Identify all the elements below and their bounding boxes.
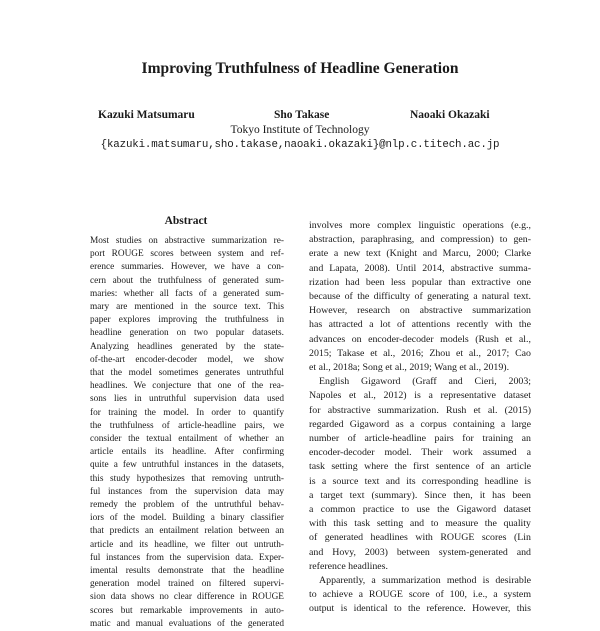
body-line: encoder-decoder model. Their work assumed a — [309, 447, 531, 459]
abstract-line: headline generation on two popular datasets. — [90, 328, 284, 339]
body-line: abstraction, paraphrasing, and compression) to gen- — [309, 234, 531, 246]
body-line: task setting where the first sentence of an article — [309, 461, 531, 473]
body-line: Apparently, a summarization method is desirable — [319, 575, 531, 587]
body-line: of generated headlines with ROUGE scores (Lin — [309, 532, 531, 544]
body-line: rization had been less popular than extractive one — [309, 276, 531, 288]
body-line: number of article-headline pairs for training an — [309, 433, 531, 445]
body-line: a common practice to use the Gigaword dataset — [309, 504, 531, 516]
author-list — [0, 109, 600, 125]
body-line: and Lapata, 2008). Until 2014, abstractive summa- — [309, 262, 531, 274]
body-line: advances on encoder-decoder models (Rush et al., — [309, 333, 531, 345]
body-line: regarded Gigaword as a corpus containing a large — [309, 418, 531, 430]
body-line: output is identical to the reference. However, this — [309, 603, 531, 615]
abstract-line: ful instances from the supervision data. Exper- — [90, 552, 284, 563]
abstract-line: that predicts an entailment relation between an — [90, 526, 284, 537]
author-3: Naoaki Okazaki — [410, 109, 490, 121]
introduction-body — [309, 219, 531, 617]
abstract-line: maries: whether all facts of a generated sum- — [90, 288, 284, 299]
author-2: Sho Takase — [274, 109, 330, 121]
abstract-line: for training the model. In order to quantify — [90, 407, 284, 418]
abstract-line: sons lies in untruthful supervision data used — [90, 394, 284, 405]
abstract-line: Analyzing headlines generated by the state- — [90, 341, 284, 352]
body-line: has attracted a lot of attentions recently with the — [309, 319, 531, 331]
abstract-line: remedy the problem of the untruthful behav- — [90, 500, 284, 511]
body-line: English Gigaword (Graff and Cieri, 2003; — [319, 376, 531, 388]
body-line: because of the difficulty of generating a natural text. — [309, 291, 531, 303]
abstract-line: ful instances from the supervision data may — [90, 486, 284, 497]
abstract-line: generation model trained on filtered supervi- — [90, 579, 284, 590]
body-line: to achieve a ROUGE score of 100, i.e., a system — [309, 589, 531, 601]
body-line: involves more complex linguistic operations (e.g., — [309, 220, 531, 231]
abstract-line: sion data shows no clear difference in ROUGE — [90, 592, 284, 603]
abstract-line: consider the textual entailment of whether an — [90, 434, 284, 445]
abstract-body — [90, 235, 284, 631]
body-line: However, research on abstractive summarization — [309, 305, 531, 317]
body-line: reference headlines. — [309, 560, 388, 572]
abstract-line: port ROUGE scores between system and ref- — [90, 249, 284, 260]
abstract-line: article entails its headline. After confirming — [90, 447, 284, 458]
body-line: 2015; Takase et al., 2016; Zhou et al., 2017; Cao — [309, 347, 531, 359]
abstract-line: quite a few untruthful instances in the datasets, — [90, 460, 284, 471]
abstract-line: headlines. We conjecture that one of the rea- — [90, 381, 284, 392]
abstract-line: the truthfulness of article-headline pairs, we — [90, 420, 284, 431]
author-1: Kazuki Matsumaru — [98, 109, 195, 121]
abstract-line: imental results demonstrate that the headline — [90, 566, 284, 577]
abstract-line: Most studies on abstractive summarization re- — [90, 236, 284, 246]
abstract-line: iors of the model. Building a binary classifier — [90, 513, 284, 524]
abstract-line: scores but remarkable improvements in auto- — [90, 605, 284, 616]
abstract-line: matic and manual evaluations of the generated — [90, 618, 284, 629]
abstract-line: erence summaries. However, we have a con- — [90, 262, 284, 273]
body-line: is a source text and its corresponding headline is — [309, 475, 531, 487]
abstract-heading: Abstract — [164, 215, 208, 227]
body-line: erate a new text (Knight and Marcu, 2000; Clarke — [309, 248, 531, 260]
abstract-line: paper explores improving the truthfulness in — [90, 315, 284, 326]
abstract-line: that the model sometimes generates untruthful — [90, 368, 284, 379]
body-line: et al., 2018a; Song et al., 2019; Wang et al., 2019). — [309, 362, 510, 374]
affiliation: Tokyo Institute of Technology — [230, 124, 370, 136]
body-line: and Hovy, 2003) between system-generated and — [309, 546, 531, 558]
body-line: a target text (summary). Since then, it has been — [309, 489, 531, 501]
abstract-line: this study hypothesizes that removing untruth- — [90, 473, 284, 484]
email: {kazuki.matsumaru,sho.takase,naoaki.okazaki}@nlp.c.titech.ac.jp — [100, 139, 500, 151]
abstract-line: mary are mentioned in the source text. This — [90, 302, 284, 313]
body-line: Napoles et al., 2012) is a representative dataset — [309, 390, 531, 402]
abstract-line: article and its headline, we filter out untruth- — [90, 539, 284, 550]
abstract-line: cern about the truthfulness of generated sum- — [90, 275, 284, 286]
body-line: for abstractive summarization. Rush et al. (2015) — [309, 404, 531, 416]
body-line: with this task setting and to measure the quality — [309, 518, 531, 530]
abstract-line: of-the-art encoder-decoder model, we show — [90, 354, 284, 365]
paper-title: Improving Truthfulness of Headline Generation — [141, 60, 459, 77]
